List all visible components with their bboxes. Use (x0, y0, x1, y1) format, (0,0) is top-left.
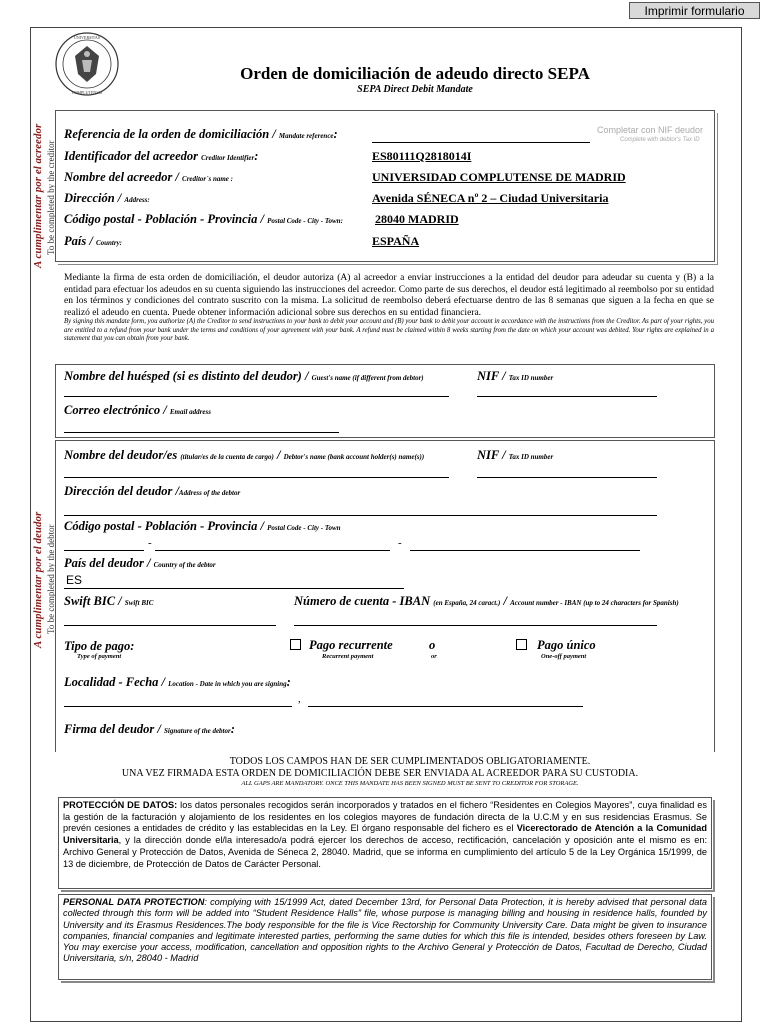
swift-bic-label: Swift BIC / Swift BIC (64, 594, 154, 608)
mandatory-notice-2: UNA VEZ FIRMADA ESTA ORDEN DE DOMICILIACIÓN DEBE SER ENVIADA AL ACREEDOR PARA SU CUSTODIA. (121, 768, 639, 779)
iban-label: Número de cuenta - IBAN (en España, 24 caract.) / Account number - IBAN (up to 24 characters for Spanish) (294, 594, 679, 608)
or-label-en: or (431, 653, 437, 660)
guest-name-field[interactable] (64, 396, 449, 397)
single-payment-label-en: One-off payment (541, 653, 587, 660)
debtor-country-label: País del deudor / Country of the debtor (64, 556, 216, 570)
postal-dash-2: - (398, 537, 402, 549)
mandatory-notice-1: TODOS LOS CAMPOS HAN DE SER CUMPLIMENTADOS OBLIGATORIAMENTE. (229, 756, 591, 767)
recurrent-payment-checkbox[interactable] (290, 639, 301, 650)
guest-email-label: Correo electrónico / Email address (64, 403, 211, 417)
mandate-text-en: By signing this mandate form, you authorize (A) the Creditor to send instructions to your bank to debit your account and (B) your bank to debit your account in accordance with the instructions from the Creditor. As part of your rights, you are entitled to a refund from your bank under the terms and conditions of your agreement with your bank. A refund must be claimed within 8 weeks starting from the date on which your account was debited. Your rights are explained in a statement that you can obtain from your bank. (64, 318, 714, 342)
single-payment-label: Pago único (537, 638, 596, 652)
debtor-side-label-en: To be completed by the debtor (46, 524, 56, 634)
mandate-text-es: Mediante la firma de esta orden de domiciliación, el deudor autoriza (A) al acreedor a enviar instrucciones a la entidad del deudor para adeudar su cuenta y (B) a la entidad para efectuar los adeudos en su cuenta siguiendo las instrucciones del acreedor. Como parte de sus derechos, el deudor está legitimado al reembolso por su entidad en los términos y condiciones del contrato suscrito con la misma. La solicitud de reembolso deberá efectuarse dentro de las 8 semanas que siguen a la fecha en que se realizó el adeudo en cuenta. Puede obtener información adicional sobre sus derechos en su entidad financiera. (64, 273, 714, 318)
creditor-address-label: Dirección / Address: (64, 191, 150, 205)
mandate-ref-placeholder: Completar con NIF deudor (597, 125, 704, 135)
creditor-name-label: Nombre del acreedor / Creditor´s name : (64, 170, 233, 184)
payment-type-label: Tipo de pago: (64, 639, 135, 653)
data-protection-en-title: PERSONAL DATA PROTECTION (63, 897, 205, 907)
debtor-postal-label: Código postal - Población - Provincia / Postal Code - City - Town (64, 519, 341, 533)
creditor-postal-label: Código postal - Población - Provincia / Postal Code - City - Town: (64, 212, 343, 226)
creditor-country-value: ESPAÑA (372, 234, 420, 248)
debtor-name-field[interactable] (64, 477, 449, 478)
debtor-province-field[interactable] (410, 550, 640, 551)
iban-field[interactable] (294, 625, 657, 626)
form-subtitle: SEPA Direct Debit Mandate (357, 84, 473, 95)
mandatory-notice-en: ALL GAPS ARE MANDATORY. ONCE THIS MANDATE HAS BEEN SIGNED MUST BE SENT TO CREDITOR FOR STORAGE. (241, 780, 579, 787)
swift-bic-field[interactable] (64, 625, 276, 626)
creditor-postal-value: 28040 MADRID (375, 212, 459, 226)
creditor-address-value: Avenida SÉNECA nº 2 – Ciudad Universitaria (372, 191, 609, 205)
guest-email-field[interactable] (64, 432, 339, 433)
debtor-postal-code-field[interactable] (64, 550, 144, 551)
svg-text:UNIVERSITAS: UNIVERSITAS (74, 35, 100, 40)
form-title: Orden de domiciliación de adeudo directo SEPA (240, 64, 590, 83)
debtor-country-field[interactable] (64, 588, 404, 589)
data-protection-es-bold: Vicerectorado de Atención a la Comunidad Universitaria (63, 823, 708, 846)
place-date-label: Localidad - Fecha / Location - Date in which you are signing: (64, 675, 291, 689)
place-field[interactable] (64, 706, 292, 707)
debtor-side-label: A cumplimentar por el deudor (32, 511, 44, 648)
guest-nif-label: NIF / Tax ID number (477, 369, 554, 383)
recurrent-payment-label: Pago recurrente (309, 638, 393, 652)
data-protection-en-text: : complying with 15/1999 Act, dated December 13rd, for Personal Data Protection, it is hereby advised that personal data collected through this form will be added into “Student Residence Halls” file, whose purpose is managing billing and housing in residence halls, founded by University and its Erasmus Residences.The body responsible for the file is Vice Rectorship for Community University Care. Data might be given to insurance companies, financial companies and legitimate interested parties, performing the same duties for which this file is intended, besides others foreseen by Law. You may exercise your access, modification, cancellation and opposition rights to the Archivo General y Protección de Datos, Facultad de Derecho, Ciudad Universitaria, s/n, 28040 - Madrid (63, 897, 707, 964)
mandate-ref-placeholder-en: Complete with debtor's Tax ID (620, 137, 700, 143)
guest-name-label: Nombre del huésped (si es distinto del deudor) / Guest's name (if different from debtor) (64, 369, 424, 383)
debtor-country-value[interactable]: ES (66, 573, 83, 587)
creditor-name-value: UNIVERSIDAD COMPLUTENSE DE MADRID (372, 170, 626, 184)
svg-text:COMPLUTENSIS: COMPLUTENSIS (71, 90, 103, 95)
debtor-nif-label: NIF / Tax ID number (477, 448, 554, 462)
creditor-country-label: País / Country: (64, 234, 123, 248)
data-protection-es-text2: , y la dirección donde el/la interesado/a podrá ejercer los derechos de acceso, rectificación, cancelación y oposición ante el mismo es en: Archivo General y Protección de Datos, Avenida de Séneca 2, 28040. Madrid, que se informa en cumplimiento del artículo 5 de la Ley Orgánica 15/1999, de 13 de diciembre, de Protección de Datos de Carácter Personal. (63, 835, 707, 869)
debtor-name-label: Nombre del deudor/es (titular/es de la cuenta de cargo) / Debtor's name (bank account holder(s) name(s)) (64, 448, 425, 462)
mandate-ref-field[interactable] (372, 142, 590, 143)
print-form-button[interactable]: Imprimir formulario (629, 2, 760, 19)
data-protection-en (58, 894, 712, 980)
data-protection-es-text1: los datos personales recogidos serán incorporados y tratados en el fichero “Residentes en Colegios Mayores”, cuya finalidad es la gestión de la facturación y alojamiento de los residentes en los colegios mayores de fundación directa de la U.C.M y en sus residencias Erasmus. Se prevén cesiones a entidades de crédito y las establecidas en la Ley. El órgano responsable del fichero es el (63, 800, 707, 834)
debtor-nif-field[interactable] (477, 477, 657, 478)
place-date-comma: , (298, 693, 301, 705)
signature-label: Firma del deudor / Signature of the debtor: (64, 722, 235, 736)
payment-type-label-en: Type of payment (77, 653, 122, 660)
creditor-side-label: A cumplimentar por el acreedor (32, 123, 44, 268)
creditor-id-label: Identificador del acreedor Creditor Identifier: (64, 149, 259, 163)
mandate-ref-label: Referencia de la orden de domiciliación / Mandate reference: (64, 127, 338, 141)
debtor-city-field[interactable] (155, 550, 390, 551)
creditor-side-label-en: To be completed by the creditor (46, 140, 56, 255)
guest-nif-field[interactable] (477, 396, 657, 397)
postal-dash-1: - (148, 537, 152, 549)
data-protection-es-title: PROTECCIÓN DE DATOS: (63, 800, 178, 810)
date-field[interactable] (308, 706, 583, 707)
recurrent-payment-label-en: Recurrent payment (322, 653, 374, 660)
debtor-address-label: Dirección del deudor /Address of the debtor (64, 484, 241, 498)
single-payment-checkbox[interactable] (516, 639, 527, 650)
creditor-id-value: ES80111Q2818014I (372, 149, 472, 163)
data-protection-es (58, 797, 712, 889)
debtor-address-field[interactable] (64, 515, 657, 516)
or-label: o (429, 638, 436, 652)
